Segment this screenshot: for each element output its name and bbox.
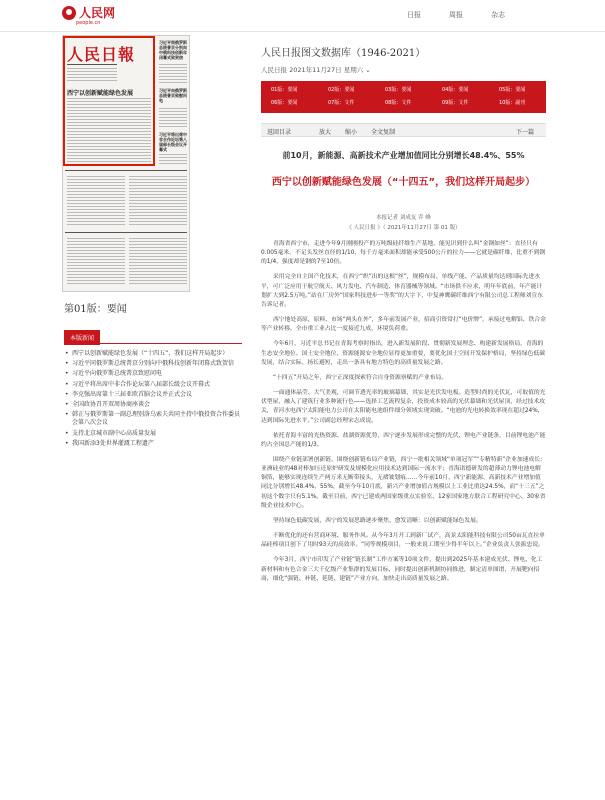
site-logo[interactable] [62, 6, 115, 20]
text-block [159, 108, 187, 128]
list-item[interactable]: • 西宁以创新赋能绿色发展（“十四五”，我们这样开局起步） [64, 350, 242, 358]
back-to-index-button[interactable]: 返回目录 [267, 129, 292, 136]
text-block [67, 176, 125, 226]
page-link[interactable]: 01版：要闻 [271, 87, 298, 93]
page-link[interactable]: 10版：副刊 [499, 100, 526, 106]
article-body [261, 240, 546, 590]
article-paragraph: 青海省西宁市，走进今年9月刚刚投产的万吨级硅纤维生产基地，能见识到什么叫“金钢如丝”：直径只有0.005毫米，不足头发丝直径的1/10，每千方毫米面积却能承受500公斤的拉力——它就是碳纤维，比重不到钢的1/4，强度却是钢的7至10倍。 [261, 241, 546, 266]
newspaper-headline-3[interactable]: 习近平将出席中非合作论坛第八届部长级会议开幕式 [159, 132, 187, 152]
article-paragraph: 今年3月，西宁市印发了产业链“链长制”工作方案等10项文件，提出到2025年基本建成光伏、锂电、化工新材料和有色合金三大千亿级产业集群的发展目标，同时提出创新机制协同推进，制定清单图谱，开展靶向招商，细化“强链、补链、延链、建链”产业方向，加快走出高质量发展之路。 [261, 557, 543, 582]
article-pre-title: 前10月，新能源、高新技术产业增加值同比分别增长48.4%、55% [282, 151, 525, 160]
list-item[interactable]: • 韩正与俄罗斯第一副总理别洛乌索夫共同主持中俄投资合作委员会第八次会议 [64, 411, 242, 427]
article-paragraph: 采用完全自主国产化技术，在西宁“织”出的这根“丝”，规模布局、单线产能、产品质量均达到国际先进水平，可广泛应用于航空航天、风力发电、汽车制造、体育器械等领域。“市场供不应求，明年年底前，年产能计划扩大到2.5万吨。”站在厂房外“国家科技进步一等奖”的大字下，中复神鹰碳纤维西宁有限公司总工程师刘宣东告诉记者。 [261, 274, 543, 308]
article-paragraph: 坚持绿色低碳发展，西宁的发展思路逐步聚焦、愈发清晰：以创新赋能绿色发展。 [273, 517, 482, 524]
article-title: 西宁以创新赋能绿色发展（“十四五”，我们这样开局起步） [271, 177, 536, 188]
list-item[interactable]: • 支持北京城市副中心高质量发展 [64, 430, 242, 438]
text-block [129, 176, 187, 226]
logo-text: 人民网 [79, 6, 116, 20]
newspaper-page-thumbnail[interactable] [62, 35, 190, 292]
page-navigation [261, 81, 546, 113]
article-paragraph: 一面通体晶莹、大气美观，可调节透光率的玻璃幕墙，其实是光伏发电板。造型时尚的光伏瓦，可取值的光伏型屋，融入了建筑行业多种流行色——选择工艺流程复杂，投资成本较高的光伏幕墙和光伏屋顶，经过技术攻关，青河水电西宁太阳能电力公司在太阳能电池组件细分领域实现突破。“电池的光电转换效率现在超过24%，达到国际先进水平。”公司副总经理宋志成说。 [261, 390, 546, 424]
article-toolbar [261, 123, 546, 137]
newspaper-masthead: 人民日報 [67, 45, 136, 64]
article-paragraph: 今年6月，习近平总书记在青海考察时指出，进入新发展阶段、贯彻新发展理念、构建新发展格局，青海的生态安全地位、国土安全地位、资源能源安全地位显得更加重要，要优化国土空间开发保护格局，坚持绿色低碳发展，结合实际、扬长避短，走出一条具有地方特色的高质量发展之路。 [261, 341, 546, 366]
page-link[interactable]: 07版：文件 [328, 100, 355, 106]
next-article-button[interactable]: 下一篇 [516, 129, 535, 136]
top-header [0, 0, 605, 32]
article-source: 《 人民日报 》（ 2021年11月27日 第 01 版） [346, 225, 461, 231]
article-paragraph: 不断优化的还有营商环境、服务作风。从今年3月开工到新厂试产，高景太阳能科技有限公司50亩瓦直拉单晶硅棒项目创下了用时93天的高效率。“同等规模项目，一般来说工期至少得半年以上。”企业负责人张振忠说。 [261, 533, 545, 549]
page-link[interactable]: 09版：文件 [442, 100, 469, 106]
list-item[interactable]: • 全国政协召开双周协商座谈会 [64, 401, 242, 409]
nav-daily[interactable]: 日报 [407, 11, 421, 19]
text-block [159, 154, 187, 164]
page-link[interactable]: 03版：要闻 [385, 87, 412, 93]
database-title: 人民日报图文数据库（1946-2021） [261, 48, 426, 59]
list-item[interactable]: • 李克强出席第十三届亚欧首脑会议并正式会议 [64, 391, 242, 399]
text-block [67, 238, 125, 286]
page-link[interactable]: 08版：文件 [385, 100, 412, 106]
page-link[interactable]: 06版：要闻 [271, 100, 298, 106]
page-link[interactable]: 04版：要闻 [442, 87, 469, 93]
logo-subtitle: people.cn [76, 20, 101, 26]
list-item[interactable]: • 习近平将出席中非合作论坛第八届部长级会议开幕式 [64, 381, 242, 389]
logo-icon [62, 6, 76, 20]
text-block [129, 238, 187, 286]
copy-full-text-button[interactable]: 全文复制 [371, 129, 396, 136]
article-paragraph: 围绕产业链部署创新链、围绕创新链布局产业链，西宁一批相关领域“单项冠军”“专精特新”企业加速成长：亚洲硅业的48对棒加压还原炉研发及规模化应用技术达到国际一流水平；青海诺德研发的超薄动力锂电池电解铜箔，能够实现连续生产两万米无断带接头，无褶皱划痕……今年前10月，西宁新能源、高新技术产业增加值同比分别增长48.4%、55%，截至今年10月底，新兴产业增加值占规模以上工业比重达24.5%，而“十三五”之初这个数字只有5.1%。截至目前，西宁已建成两国家级重点实验室、12家国家地方联合工程研究中心、30家省级企业技术中心。 [261, 456, 546, 509]
newspaper-headline-2[interactable]: 习近平向俄罗斯总统普京致慰问电 [159, 88, 187, 103]
divider [65, 170, 187, 171]
article-byline: 本报记者 刘成友 乔 峰 [376, 215, 431, 221]
zoom-in-button[interactable]: 放大 [319, 129, 332, 136]
zoom-out-button[interactable]: 缩小 [345, 129, 358, 136]
list-item[interactable]: • 我国新添3处世界灌溉工程遗产 [64, 440, 242, 448]
list-item[interactable]: • 习近平向俄罗斯总统普京致慰问电 [64, 370, 242, 378]
top-nav [407, 10, 505, 20]
newspaper-headline-main[interactable]: 西宁以创新赋能绿色发展 [67, 90, 134, 97]
section-header [64, 330, 242, 344]
text-block [159, 64, 187, 84]
nav-weekly[interactable]: 周报 [449, 11, 463, 19]
date-selector[interactable]: 人民日报 2021年11月27日 星期六 ⌄ [261, 66, 371, 74]
nav-magazine[interactable]: 杂志 [491, 11, 505, 19]
newspaper-headline-top[interactable]: 习近平同俄罗斯总统普京分别向中俄科技创新年闭幕式致贺信 [159, 40, 187, 60]
page-link[interactable]: 02版：要闻 [328, 87, 355, 93]
selected-article-highlight[interactable] [63, 36, 155, 166]
article-paragraph: 西宁地处高原，原料、市场“两头在外”，多年前发展产业，招商引资常打“电价牌”，承接过电解铝、铁合金等产业转移，全市重工业占比一度接近九成，环境负荷重。 [261, 317, 546, 333]
article-paragraph: 依托青海丰富的光热资源、盐湖资源优势，西宁逐步发展形成完整的光伏、锂电产业链条，目前锂电池产能约占全国总产能的1/3。 [261, 432, 546, 448]
article-paragraph: “十四五”开局之年，西宁正深度探索符合自身资源禀赋的产业布局。 [273, 374, 448, 381]
section-label: 本版新闻 [64, 330, 100, 345]
edition-label: 第01版：要闻 [64, 304, 127, 315]
page-link[interactable]: 05版：要闻 [499, 87, 526, 93]
article-title-list [64, 350, 242, 450]
divider [65, 232, 187, 233]
list-item[interactable]: • 习近平同俄罗斯总统普京分别向中俄科技创新年闭幕式致贺信 [64, 360, 242, 368]
